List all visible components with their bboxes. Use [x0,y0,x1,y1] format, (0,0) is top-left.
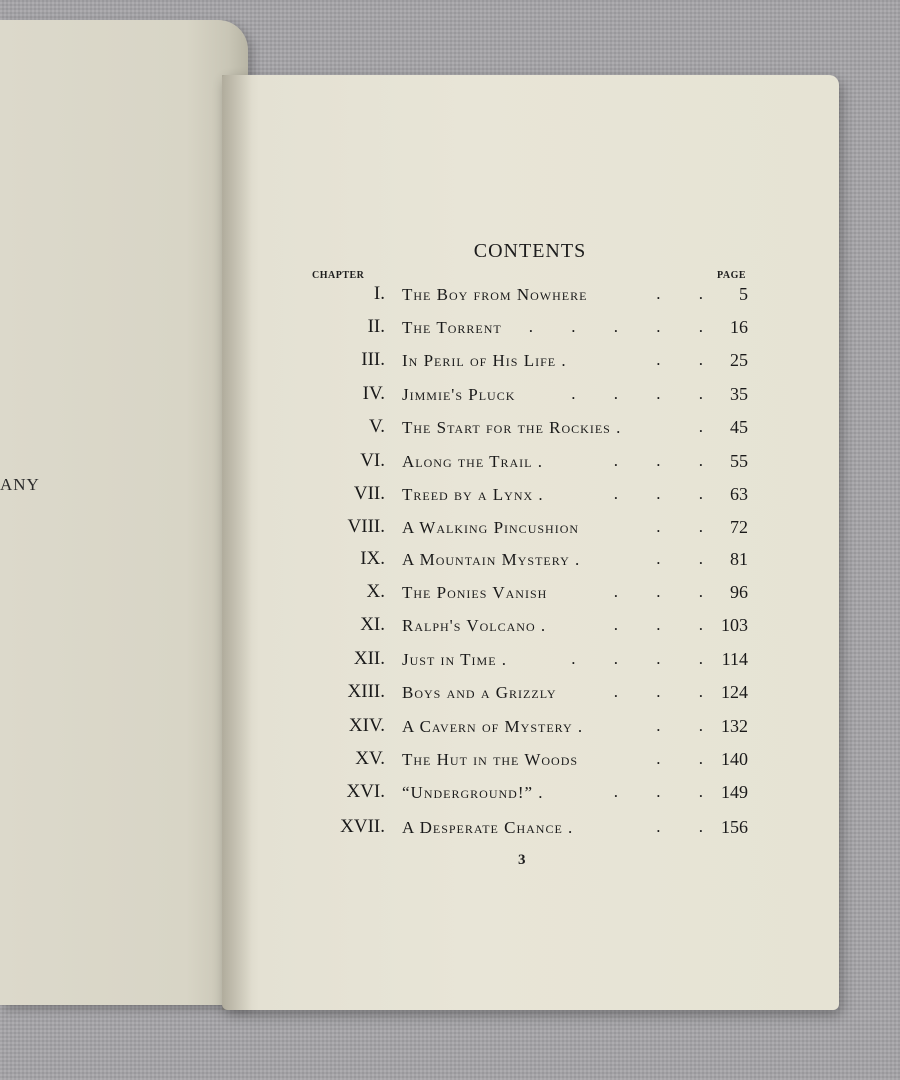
chapter-page: 103 [721,615,748,635]
chapter-number: XII. [353,648,385,669]
contents-entry [0,781,900,811]
contents-title: CONTENTS [473,240,587,262]
contents-entry [0,748,900,778]
chapter-page: 114 [721,649,748,669]
chapter-number: IX. [360,548,385,569]
chapter-page: 25 [730,350,748,370]
contents-entry [0,483,900,513]
chapter-title: In Peril of His Life . [402,351,567,370]
dot-leader: . . . [613,582,720,601]
dot-leader: . . [656,350,720,369]
contents-entry [0,648,900,678]
dot-leader: . . [656,716,720,735]
chapter-number: XV. [355,748,385,769]
chapter-number: VIII. [347,516,385,537]
chapter-page: 132 [721,716,748,736]
dot-leader: . . [656,817,720,836]
dot-leader: . . [656,517,720,536]
chapter-page: 55 [730,451,748,471]
page-number: 3 [518,852,526,868]
chapter-title: The Torrent [402,318,502,337]
dot-leader: . . . . [571,384,720,403]
chapter-title: The Ponies Vanish [402,583,548,602]
dot-leader: . . [656,284,720,303]
chapter-number: V. [368,416,385,437]
chapter-page: 81 [730,549,748,569]
chapter-page: 72 [730,517,748,537]
chapter-number: I. [373,283,385,304]
dot-leader: . . . [613,484,720,503]
contents-entry [0,383,900,413]
chapter-page: 140 [721,749,748,769]
chapter-number: X. [366,581,385,602]
chapter-page: 124 [721,682,748,702]
chapter-title: A Mountain Mystery . [402,550,581,569]
chapter-number: XVI. [346,781,385,802]
chapter-page: 96 [730,582,748,602]
contents-entry [0,516,900,546]
contents-entry [0,416,900,446]
dot-leader: . . . . [571,649,720,668]
contents-entry [0,283,900,313]
chapter-title: A Walking Pincushion [402,518,580,537]
contents-entry [0,548,900,578]
chapter-number: XVII. [340,816,385,837]
chapter-title: The Boy from Nowhere [402,285,588,304]
chapter-number: III. [361,349,385,370]
contents-entry [0,349,900,379]
chapter-title: Jimmie's Pluck [402,385,516,404]
chapter-title: “Underground!” . [402,783,544,802]
chapter-page: 156 [721,817,748,837]
chapter-title: A Cavern of Mystery . [402,717,584,736]
chapter-title: The Hut in the Woods [402,750,579,769]
contents-entry [0,614,900,644]
dot-leader: . . . [613,782,720,801]
dot-leader: . . . . . [528,317,720,336]
contents-entry [0,581,900,611]
chapter-number: VII. [353,483,385,504]
chapter-number: XIII. [347,681,385,702]
chapter-number: XIV. [348,715,385,736]
contents-entry [0,450,900,480]
dot-leader: . . . [613,451,720,470]
chapter-column-label: CHAPTER [312,270,365,281]
contents-entry [0,316,900,346]
dot-leader: . . [656,749,720,768]
chapter-page: 63 [730,484,748,504]
chapter-page: 5 [739,284,748,304]
page-column-label: PAGE [717,270,747,281]
chapter-page: 45 [730,417,748,437]
chapter-number: IV. [362,383,385,404]
chapter-title: Boys and a Grizzly [402,683,557,702]
chapter-title: Treed by a Lynx . [402,485,544,504]
left-page-text-fragment: ANY [0,475,40,494]
dot-leader: . . [656,549,720,568]
chapter-title: Just in Time . [402,650,508,669]
chapter-page: 35 [730,384,748,404]
chapter-title: Along the Trail . [402,452,544,471]
chapter-title: A Desperate Chance . [402,818,574,837]
contents-entry [0,681,900,711]
chapter-page: 16 [730,317,748,337]
chapter-title: The Start for the Rockies . [402,418,622,437]
dot-leader: . [698,417,720,436]
chapter-number: II. [367,316,385,337]
chapter-title: Ralph's Volcano . [402,616,547,635]
chapter-number: XI. [360,614,385,635]
contents-entry [0,816,900,846]
dot-leader: . . . [613,682,720,701]
dot-leader: . . . [613,615,720,634]
contents-entry [0,715,900,745]
chapter-number: VI. [360,450,385,471]
chapter-page: 149 [721,782,748,802]
